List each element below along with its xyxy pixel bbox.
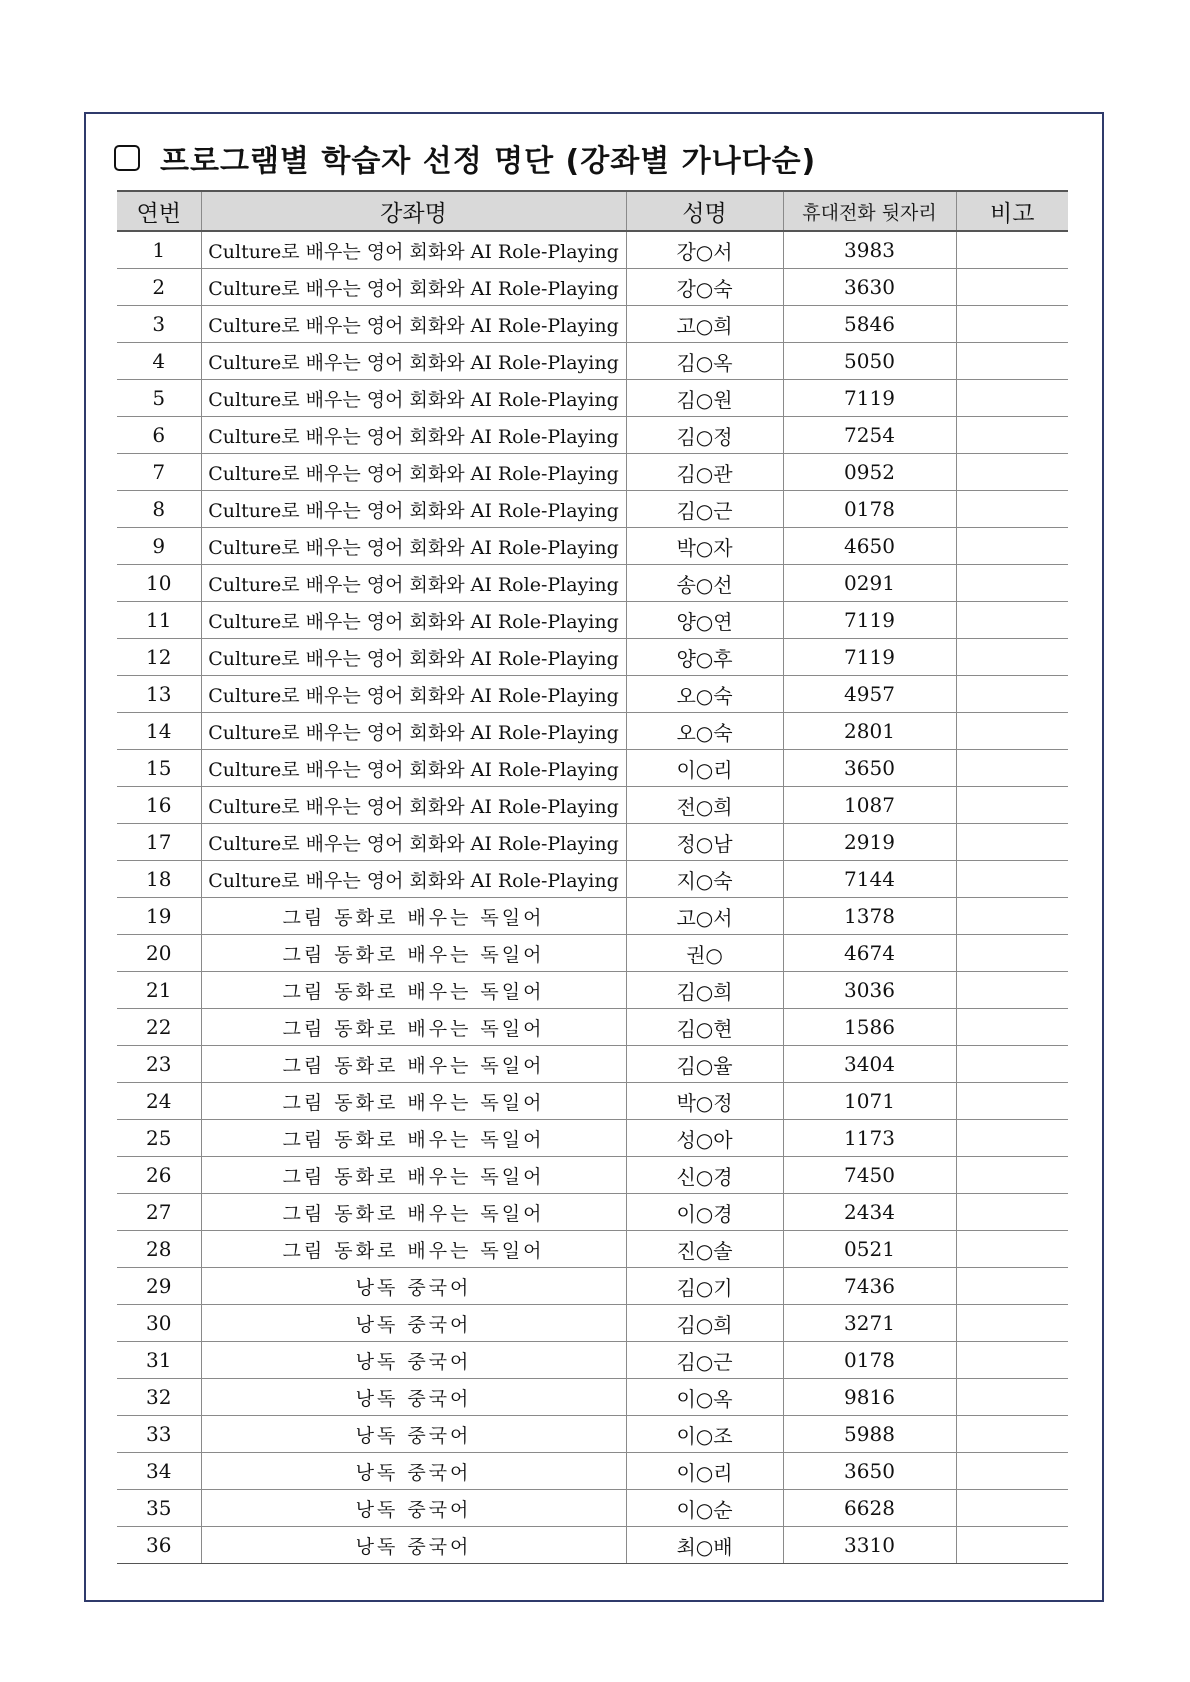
cell-phone: 0178 <box>783 491 956 528</box>
cell-course: 낭독 중국어 <box>201 1416 626 1453</box>
table-row <box>117 676 1068 713</box>
cell-course: 그림 동화로 배우는 독일어 <box>201 1157 626 1194</box>
cell-note <box>956 1416 1068 1453</box>
cell-name: 신○경 <box>626 1157 783 1194</box>
cell-no: 9 <box>117 528 201 565</box>
table-row <box>117 231 1068 269</box>
cell-phone: 3404 <box>783 1046 956 1083</box>
title-row <box>114 138 816 178</box>
cell-name: 권○ <box>626 935 783 972</box>
cell-no: 32 <box>117 1379 201 1416</box>
cell-note <box>956 231 1068 269</box>
cell-name: 이○리 <box>626 750 783 787</box>
cell-note <box>956 972 1068 1009</box>
table-row <box>117 1083 1068 1120</box>
table-row <box>117 602 1068 639</box>
cell-note <box>956 1527 1068 1564</box>
cell-phone: 0178 <box>783 1342 956 1379</box>
cell-course: Culture로 배우는 영어 회화와 AI Role-Playing <box>201 565 626 602</box>
cell-name: 정○남 <box>626 824 783 861</box>
page-title: 프로그램별 학습자 선정 명단 (강좌별 가나다순) <box>160 144 817 179</box>
cell-note <box>956 1194 1068 1231</box>
cell-name: 오○숙 <box>626 676 783 713</box>
cell-no: 1 <box>117 231 201 269</box>
cell-no: 28 <box>117 1231 201 1268</box>
cell-phone: 2434 <box>783 1194 956 1231</box>
cell-course: 낭독 중국어 <box>201 1379 626 1416</box>
table-row <box>117 713 1068 750</box>
cell-phone: 7436 <box>783 1268 956 1305</box>
cell-no: 16 <box>117 787 201 824</box>
header-course: 강좌명 <box>201 191 626 231</box>
table-body <box>117 231 1068 1564</box>
cell-no: 19 <box>117 898 201 935</box>
cell-no: 29 <box>117 1268 201 1305</box>
header-no: 연번 <box>117 191 201 231</box>
table-row <box>117 1342 1068 1379</box>
cell-course: 그림 동화로 배우는 독일어 <box>201 972 626 1009</box>
cell-name: 김○원 <box>626 380 783 417</box>
cell-course: Culture로 배우는 영어 회화와 AI Role-Playing <box>201 306 626 343</box>
cell-no: 27 <box>117 1194 201 1231</box>
table-row <box>117 306 1068 343</box>
cell-course: Culture로 배우는 영어 회화와 AI Role-Playing <box>201 713 626 750</box>
cell-phone: 1087 <box>783 787 956 824</box>
cell-note <box>956 269 1068 306</box>
cell-phone: 4650 <box>783 528 956 565</box>
cell-phone: 3310 <box>783 1527 956 1564</box>
cell-name: 김○관 <box>626 454 783 491</box>
table-row <box>117 343 1068 380</box>
cell-name: 김○현 <box>626 1009 783 1046</box>
cell-course: Culture로 배우는 영어 회화와 AI Role-Playing <box>201 491 626 528</box>
table-row <box>117 898 1068 935</box>
cell-note <box>956 676 1068 713</box>
cell-no: 31 <box>117 1342 201 1379</box>
cell-phone: 9816 <box>783 1379 956 1416</box>
cell-no: 5 <box>117 380 201 417</box>
cell-name: 최○배 <box>626 1527 783 1564</box>
header-name: 성명 <box>626 191 783 231</box>
cell-name: 고○희 <box>626 306 783 343</box>
cell-phone: 2919 <box>783 824 956 861</box>
cell-phone: 3630 <box>783 269 956 306</box>
cell-phone: 5050 <box>783 343 956 380</box>
table-row <box>117 491 1068 528</box>
table-row <box>117 1416 1068 1453</box>
cell-course: 그림 동화로 배우는 독일어 <box>201 1231 626 1268</box>
cell-no: 17 <box>117 824 201 861</box>
cell-course: 낭독 중국어 <box>201 1342 626 1379</box>
cell-no: 8 <box>117 491 201 528</box>
cell-phone: 7450 <box>783 1157 956 1194</box>
cell-phone: 0952 <box>783 454 956 491</box>
cell-note <box>956 1046 1068 1083</box>
cell-phone: 4957 <box>783 676 956 713</box>
cell-course: 그림 동화로 배우는 독일어 <box>201 1083 626 1120</box>
table-row <box>117 935 1068 972</box>
table-row <box>117 750 1068 787</box>
cell-note <box>956 565 1068 602</box>
cell-phone: 5988 <box>783 1416 956 1453</box>
cell-name: 김○정 <box>626 417 783 454</box>
cell-name: 김○희 <box>626 1305 783 1342</box>
cell-note <box>956 454 1068 491</box>
cell-phone: 7119 <box>783 602 956 639</box>
cell-name: 박○정 <box>626 1083 783 1120</box>
cell-name: 성○아 <box>626 1120 783 1157</box>
cell-no: 15 <box>117 750 201 787</box>
cell-name: 양○후 <box>626 639 783 676</box>
cell-phone: 3983 <box>783 231 956 269</box>
table-row <box>117 1157 1068 1194</box>
cell-phone: 7144 <box>783 861 956 898</box>
cell-note <box>956 1490 1068 1527</box>
cell-note <box>956 528 1068 565</box>
table-row <box>117 787 1068 824</box>
cell-no: 18 <box>117 861 201 898</box>
cell-name: 박○자 <box>626 528 783 565</box>
cell-name: 김○옥 <box>626 343 783 380</box>
cell-course: 그림 동화로 배우는 독일어 <box>201 1046 626 1083</box>
cell-no: 3 <box>117 306 201 343</box>
cell-phone: 1378 <box>783 898 956 935</box>
checkbox-icon <box>114 145 140 171</box>
table-row <box>117 565 1068 602</box>
cell-note <box>956 602 1068 639</box>
table-row <box>117 1305 1068 1342</box>
cell-course: 낭독 중국어 <box>201 1268 626 1305</box>
cell-note <box>956 1157 1068 1194</box>
cell-phone: 6628 <box>783 1490 956 1527</box>
cell-phone: 0521 <box>783 1231 956 1268</box>
cell-course: 그림 동화로 배우는 독일어 <box>201 935 626 972</box>
table-row <box>117 1231 1068 1268</box>
cell-note <box>956 1379 1068 1416</box>
cell-course: Culture로 배우는 영어 회화와 AI Role-Playing <box>201 454 626 491</box>
cell-course: Culture로 배우는 영어 회화와 AI Role-Playing <box>201 602 626 639</box>
cell-name: 강○서 <box>626 231 783 269</box>
cell-course: 낭독 중국어 <box>201 1453 626 1490</box>
cell-note <box>956 1342 1068 1379</box>
cell-name: 진○솔 <box>626 1231 783 1268</box>
cell-note <box>956 343 1068 380</box>
cell-note <box>956 1120 1068 1157</box>
cell-course: Culture로 배우는 영어 회화와 AI Role-Playing <box>201 380 626 417</box>
cell-course: Culture로 배우는 영어 회화와 AI Role-Playing <box>201 787 626 824</box>
cell-phone: 5846 <box>783 306 956 343</box>
cell-course: 낭독 중국어 <box>201 1527 626 1564</box>
cell-no: 34 <box>117 1453 201 1490</box>
cell-course: Culture로 배우는 영어 회화와 AI Role-Playing <box>201 824 626 861</box>
cell-phone: 7119 <box>783 380 956 417</box>
cell-note <box>956 824 1068 861</box>
table-row <box>117 861 1068 898</box>
cell-name: 김○희 <box>626 972 783 1009</box>
table-row <box>117 417 1068 454</box>
cell-note <box>956 639 1068 676</box>
cell-phone: 1173 <box>783 1120 956 1157</box>
cell-course: 그림 동화로 배우는 독일어 <box>201 1009 626 1046</box>
cell-no: 25 <box>117 1120 201 1157</box>
cell-name: 김○기 <box>626 1268 783 1305</box>
cell-course: Culture로 배우는 영어 회화와 AI Role-Playing <box>201 639 626 676</box>
cell-course: Culture로 배우는 영어 회화와 AI Role-Playing <box>201 231 626 269</box>
cell-phone: 2801 <box>783 713 956 750</box>
roster-table <box>117 190 1068 1564</box>
cell-phone: 1586 <box>783 1009 956 1046</box>
cell-name: 전○희 <box>626 787 783 824</box>
cell-no: 14 <box>117 713 201 750</box>
table-row <box>117 1379 1068 1416</box>
cell-name: 김○율 <box>626 1046 783 1083</box>
table-row <box>117 454 1068 491</box>
table-row <box>117 972 1068 1009</box>
cell-phone: 7254 <box>783 417 956 454</box>
table-row <box>117 1268 1068 1305</box>
cell-name: 고○서 <box>626 898 783 935</box>
cell-note <box>956 713 1068 750</box>
cell-course: 낭독 중국어 <box>201 1305 626 1342</box>
cell-phone: 1071 <box>783 1083 956 1120</box>
table-row <box>117 269 1068 306</box>
cell-note <box>956 1305 1068 1342</box>
cell-no: 36 <box>117 1527 201 1564</box>
cell-phone: 3271 <box>783 1305 956 1342</box>
cell-no: 11 <box>117 602 201 639</box>
cell-course: 그림 동화로 배우는 독일어 <box>201 1120 626 1157</box>
cell-no: 26 <box>117 1157 201 1194</box>
table-row <box>117 1453 1068 1490</box>
cell-name: 김○근 <box>626 1342 783 1379</box>
cell-course: Culture로 배우는 영어 회화와 AI Role-Playing <box>201 343 626 380</box>
cell-no: 12 <box>117 639 201 676</box>
cell-note <box>956 750 1068 787</box>
cell-no: 13 <box>117 676 201 713</box>
cell-note <box>956 935 1068 972</box>
cell-course: 그림 동화로 배우는 독일어 <box>201 1194 626 1231</box>
cell-note <box>956 861 1068 898</box>
cell-note <box>956 898 1068 935</box>
cell-no: 35 <box>117 1490 201 1527</box>
cell-course: 낭독 중국어 <box>201 1490 626 1527</box>
cell-note <box>956 417 1068 454</box>
cell-name: 이○경 <box>626 1194 783 1231</box>
cell-no: 24 <box>117 1083 201 1120</box>
cell-name: 이○조 <box>626 1416 783 1453</box>
cell-course: Culture로 배우는 영어 회화와 AI Role-Playing <box>201 861 626 898</box>
cell-phone: 7119 <box>783 639 956 676</box>
header-phone: 휴대전화 뒷자리 <box>783 191 956 231</box>
table-row <box>117 1120 1068 1157</box>
cell-name: 지○숙 <box>626 861 783 898</box>
cell-name: 이○순 <box>626 1490 783 1527</box>
cell-course: Culture로 배우는 영어 회화와 AI Role-Playing <box>201 417 626 454</box>
cell-no: 6 <box>117 417 201 454</box>
cell-course: Culture로 배우는 영어 회화와 AI Role-Playing <box>201 269 626 306</box>
cell-name: 이○옥 <box>626 1379 783 1416</box>
cell-note <box>956 306 1068 343</box>
table-row <box>117 1009 1068 1046</box>
cell-note <box>956 380 1068 417</box>
cell-no: 33 <box>117 1416 201 1453</box>
cell-phone: 4674 <box>783 935 956 972</box>
table-row <box>117 639 1068 676</box>
cell-no: 30 <box>117 1305 201 1342</box>
cell-course: Culture로 배우는 영어 회화와 AI Role-Playing <box>201 528 626 565</box>
cell-note <box>956 1231 1068 1268</box>
cell-no: 22 <box>117 1009 201 1046</box>
cell-note <box>956 1009 1068 1046</box>
cell-no: 4 <box>117 343 201 380</box>
cell-name: 이○리 <box>626 1453 783 1490</box>
cell-name: 양○연 <box>626 602 783 639</box>
cell-note <box>956 787 1068 824</box>
header-note: 비고 <box>956 191 1068 231</box>
cell-phone: 0291 <box>783 565 956 602</box>
table-row <box>117 1194 1068 1231</box>
table-header-row <box>117 191 1068 231</box>
cell-course: Culture로 배우는 영어 회화와 AI Role-Playing <box>201 750 626 787</box>
cell-phone: 3036 <box>783 972 956 1009</box>
cell-no: 2 <box>117 269 201 306</box>
cell-phone: 3650 <box>783 1453 956 1490</box>
cell-no: 10 <box>117 565 201 602</box>
table-row <box>117 824 1068 861</box>
cell-no: 23 <box>117 1046 201 1083</box>
cell-no: 7 <box>117 454 201 491</box>
table-row <box>117 1527 1068 1564</box>
cell-phone: 3650 <box>783 750 956 787</box>
cell-note <box>956 1268 1068 1305</box>
table-row <box>117 1046 1068 1083</box>
cell-name: 송○선 <box>626 565 783 602</box>
cell-no: 21 <box>117 972 201 1009</box>
table-row <box>117 1490 1068 1527</box>
cell-course: 그림 동화로 배우는 독일어 <box>201 898 626 935</box>
cell-name: 김○근 <box>626 491 783 528</box>
cell-note <box>956 1083 1068 1120</box>
cell-name: 강○숙 <box>626 269 783 306</box>
table-row <box>117 528 1068 565</box>
cell-no: 20 <box>117 935 201 972</box>
cell-course: Culture로 배우는 영어 회화와 AI Role-Playing <box>201 676 626 713</box>
cell-note <box>956 491 1068 528</box>
table-row <box>117 380 1068 417</box>
cell-note <box>956 1453 1068 1490</box>
cell-name: 오○숙 <box>626 713 783 750</box>
